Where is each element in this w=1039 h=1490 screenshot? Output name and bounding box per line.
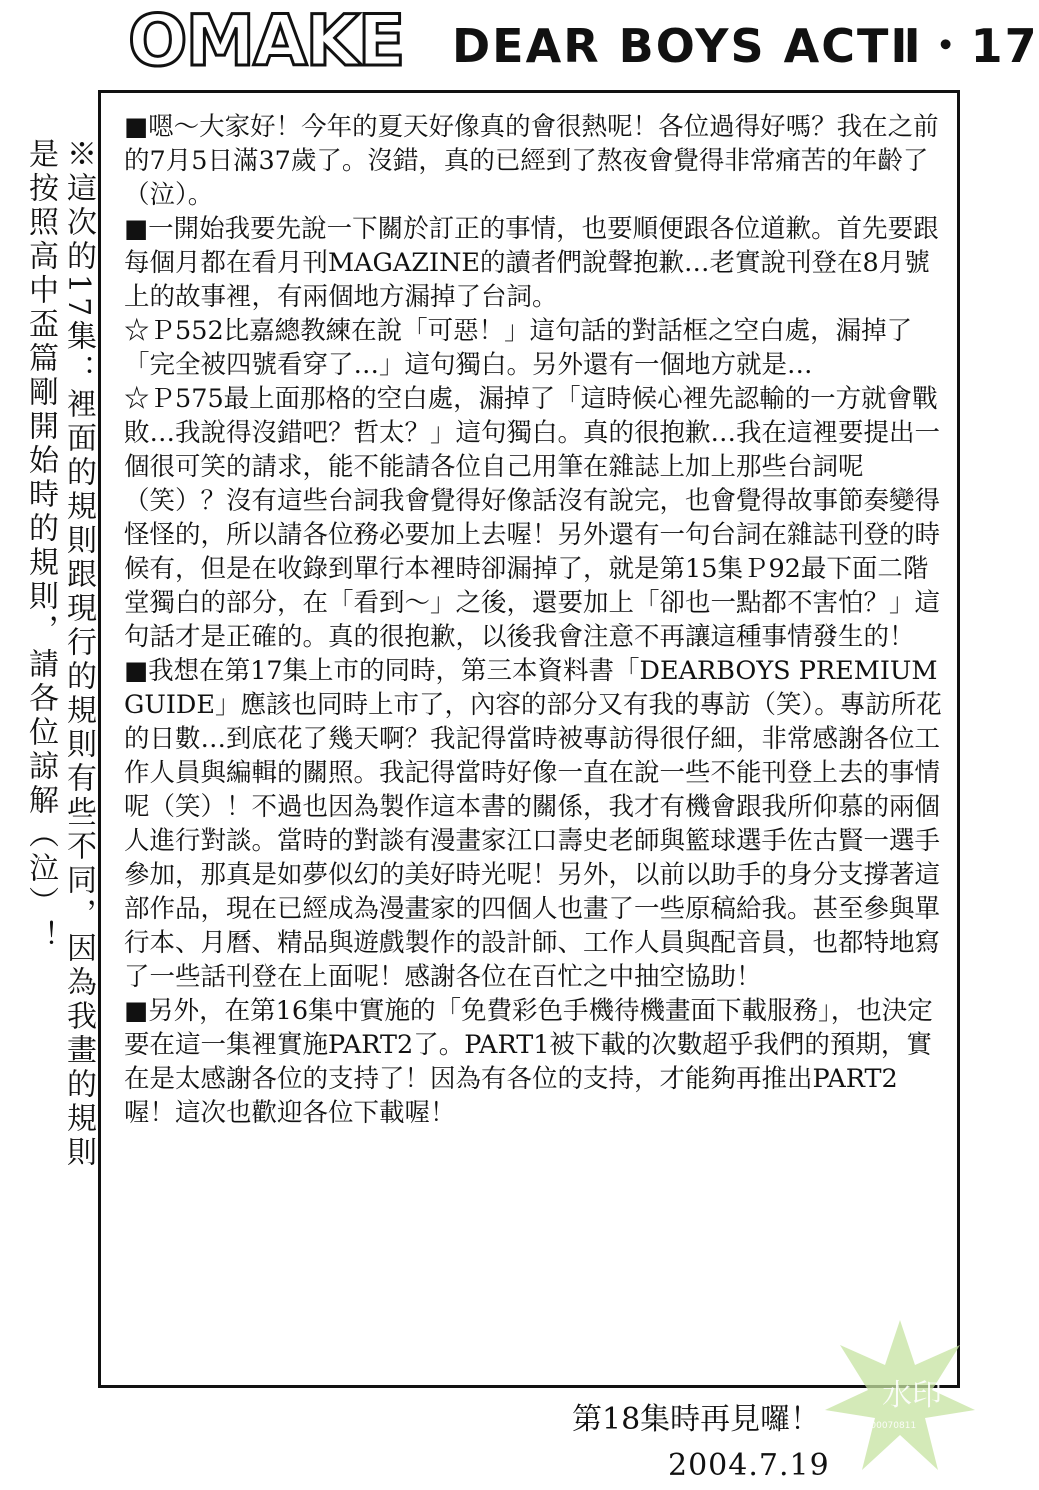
scan-watermark-leaf-icon bbox=[820, 1310, 980, 1490]
afterword-text bbox=[124, 110, 944, 1130]
series-title: DEAR BOYS ACTⅡ・17 bbox=[452, 19, 1039, 73]
paragraph: ■我想在第17集上市的同時，第三本資料書「DEARBOYS PREMIUM GUIDE」應該也同時上市了，內容的部分又有我的專訪（笑）。專訪所花的日數…到底花了幾天啊？我記得當時被專訪得很仔細，非常感謝各位工作人員與編輯的關照。我記得當時好像一直在說一些不能刊登上去的事情呢（笑）！不過也因為製作這本書的關係，我才有機會跟我所仰慕的兩個人進行對談。當時的對談有漫畫家江口壽史老師與籃球選手佐古賢一選手參加，那真是如夢似幻的美好時光呢！另外，以前以助手的身分支撐著這部作品，現在已經成為漫畫家的四個人也畫了一些原稿給我。甚至參與單行本、月曆、精品與遊戲製作的設計師、工作人員與配音員，也都特地寫了一些話刊登在上面呢！感謝各位在百忙之中抽空協助！ bbox=[124, 656, 942, 992]
closing-line: 第18集時再見囉！ bbox=[572, 1402, 821, 1437]
paragraph: ■另外，在第16集中實施的「免費彩色手機待機畫面下載服務」，也決定要在這一集裡實施PART2了。PART1被下載的次數超乎我們的預期，實在是太感謝各位的支持了！因為有各位的支持，才能夠再推出PART2喔！這次也歡迎各位下載喔！ bbox=[124, 996, 933, 1128]
paragraph: ☆Ｐ552比嘉總教練在說「可惡！」這句話的對話框之空白處，漏掉了「完全被四號看穿了…」這句獨白。另外還有一個地方就是… bbox=[124, 316, 913, 380]
watermark-subtext: Scan by 600070811 bbox=[826, 1421, 917, 1431]
paragraph: ☆Ｐ575最上面那格的空白處，漏掉了「這時候心裡先認輸的一方就會戰敗…我說得沒錯吧？哲太？」這句獨白。真的很抱歉…我在這裡要提出一個很可笑的請求，能不能請各位自己用筆在雜誌上加上那些台詞呢（笑）？沒有這些台詞我會覺得好像話沒有說完，也會覺得故事節奏變得怪怪的，所以請各位務必要加上去喔！另外還有一句台詞在雜誌刊登的時候有，但是在收錄到單行本裡時卻漏掉了，就是第15集Ｐ92最下面二階堂獨白的部分，在「看到～」之後，還要加上「卻也一點都不害怕？」這句話才是正確的。真的很抱歉，以後我會注意不再讓這種事情發生的！ bbox=[124, 384, 941, 652]
omake-logo: OMAKE bbox=[128, 0, 404, 82]
paragraph: ■一開始我要先說一下關於訂正的事情，也要順便跟各位道歉。首先要跟每個月都在看月刊MAGAZINE的讀者們說聲抱歉…老實說刊登在8月號上的故事裡，有兩個地方漏掉了台詞。 bbox=[124, 214, 939, 312]
watermark-text: 水印 bbox=[882, 1378, 942, 1413]
paragraph: ■嗯～大家好！今年的夏天好像真的會很熱呢！各位過得好嗎？我在之前的7月5日滿37歲了。沒錯，真的已經到了熬夜會覺得非常痛苦的年齡了（泣）。 bbox=[124, 112, 939, 210]
side-note-column-2: 是按照高中盃篇剛開始時的規則，請各位諒解（泣）！ bbox=[23, 138, 58, 954]
date-line: 2004.7.19 bbox=[668, 1448, 830, 1483]
side-note-column-1: ※這次的17集：裡面的規則跟現行的規則有些不同，因為我畫的規則 bbox=[61, 138, 96, 1171]
page-header bbox=[0, 0, 1039, 86]
